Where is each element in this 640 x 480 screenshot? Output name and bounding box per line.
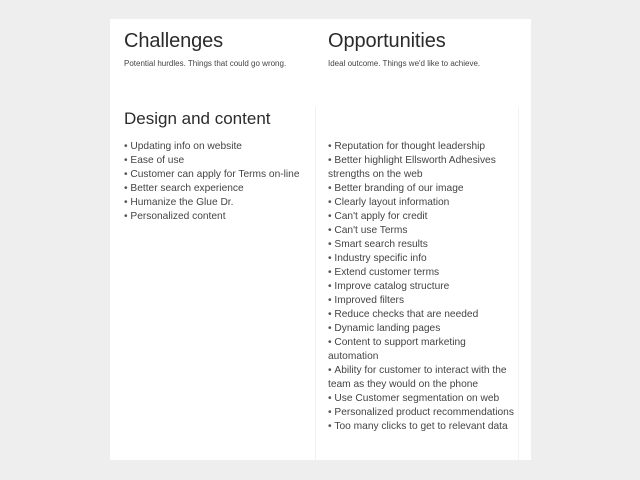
list-item: • Reputation for thought leadership [328, 140, 514, 154]
list-item: • Improved filters [328, 294, 514, 308]
list-item: • Industry specific info [328, 252, 514, 266]
list-item: • Ease of use [124, 154, 314, 168]
list-item: • Better highlight Ellsworth Adhesives strengths on the web [328, 154, 514, 182]
list-item: • Personalized product recommendations [328, 406, 514, 420]
list-item: • Customer can apply for Terms on-line [124, 168, 314, 182]
list-item: • Dynamic landing pages [328, 322, 514, 336]
opportunities-list [328, 140, 514, 434]
list-item: • Can't use Terms [328, 224, 514, 238]
list-item: • Too many clicks to get to relevant data [328, 420, 514, 434]
opportunities-heading: Opportunities [328, 30, 446, 52]
list-item: • Improve catalog structure [328, 280, 514, 294]
column-divider [315, 107, 316, 460]
opportunities-subheading: Ideal outcome. Things we'd like to achieve. [328, 59, 481, 68]
list-item: • Use Customer segmentation on web [328, 392, 514, 406]
list-item: • Humanize the Glue Dr. [124, 196, 314, 210]
list-item: • Can't apply for credit [328, 210, 514, 224]
challenges-subheading: Potential hurdles. Things that could go wrong. [124, 59, 287, 68]
list-item: • Clearly layout information [328, 196, 514, 210]
list-item: • Extend customer terms [328, 266, 514, 280]
right-pane-edge [518, 107, 519, 460]
challenges-list [124, 140, 314, 224]
list-item: • Better branding of our image [328, 182, 514, 196]
list-item: • Personalized content [124, 210, 314, 224]
list-item: • Better search experience [124, 182, 314, 196]
challenges-heading: Challenges [124, 30, 224, 52]
list-item: • Reduce checks that are needed [328, 308, 514, 322]
list-item: • Updating info on website [124, 140, 314, 154]
list-item: • Smart search results [328, 238, 514, 252]
document-card [110, 19, 531, 460]
list-item: • Content to support marketing automation [328, 336, 514, 364]
list-item: • Ability for customer to interact with the team as they would on the phone [328, 364, 514, 392]
section-title: Design and content [124, 109, 271, 128]
